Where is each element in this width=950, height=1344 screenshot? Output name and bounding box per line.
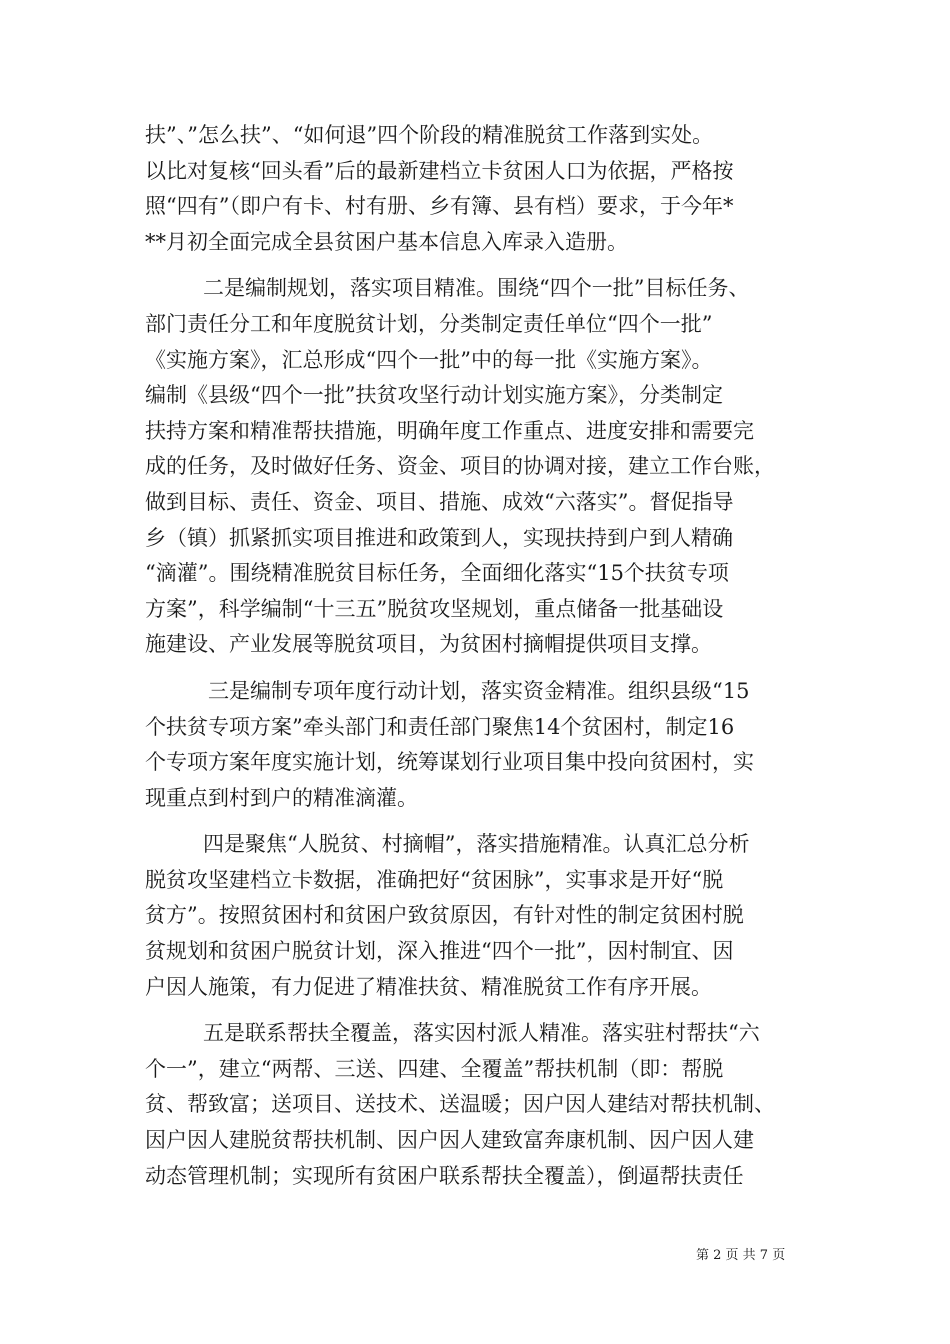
text-line: 施建设、产业发展等脱贫项目，为贫困村摘帽提供项目支撑。: [145, 632, 712, 657]
document-body: [145, 118, 805, 1205]
text-line: 《实施方案》，汇总形成“四个一批”中的每一批《实施方案》。: [145, 347, 713, 372]
text-line: 以比对复核“回头看”后的最新建档立卡贫困人口为依据，严格按: [145, 158, 734, 183]
text-line: 个专项方案年度实施计划，统筹谋划行业项目集中投向贫困村，实: [145, 750, 754, 775]
text-line: 编制《县级“四个一批”扶贫攻坚行动计划实施方案》，分类制定: [145, 383, 723, 408]
text-line: 成的任务，及时做好任务、资金、项目的协调对接，建立工作台账，: [145, 454, 775, 479]
text-line: 动态管理机制；实现所有贫困户联系帮扶全覆盖），倒逼帮扶责任: [145, 1163, 744, 1188]
paragraph-3: [145, 674, 805, 816]
page-number: 第 2 页 共 7 页: [696, 1248, 786, 1263]
text-line: 二是编制规划，落实项目精准。围绕“四个一批”目标任务、: [203, 276, 750, 301]
paragraph-2: [145, 271, 805, 663]
text-line: 贫、帮致富；送项目、送技术、送温暖；因户因人建结对帮扶机制、: [145, 1092, 775, 1117]
text-line: 个一”，建立“两帮、三送、四建、全覆盖”帮扶机制（即：帮脱: [145, 1056, 724, 1081]
text-line: 乡（镇）抓紧抓实项目推进和政策到人，实现扶持到户到人精确: [145, 525, 733, 550]
paragraph-1: [145, 118, 805, 260]
text-line: 五是联系帮扶全覆盖，落实因村派人精准。落实驻村帮扶“六: [203, 1021, 760, 1046]
text-line: **月初全面完成全县贫困户基本信息入库录入造册。: [145, 229, 628, 254]
text-line: “滴灌”。围绕精准脱贫目标任务，全面细化落实“15个扶贫专项: [145, 561, 729, 586]
text-line: 户因人施策，有力促进了精准扶贫、精准脱贫工作有序开展。: [145, 974, 712, 999]
text-line: 扶持方案和精准帮扶措施，明确年度工作重点、进度安排和需要完: [145, 418, 754, 443]
text-line: 贫规划和贫困户脱贫计划，深入推进“四个一批”，因村制宜、因: [145, 939, 734, 964]
text-line: 因户因人建脱贫帮扶机制、因户因人建致富奔康机制、因户因人建: [145, 1128, 754, 1153]
text-line: 现重点到村到户的精准滴灌。: [145, 785, 418, 810]
text-line: 脱贫攻坚建档立卡数据，准确把好“贫困脉”，实事求是开好“脱: [145, 867, 724, 892]
text-line: 贫方”。按照贫困村和贫困户致贫原因，有针对性的制定贫困村脱: [145, 903, 744, 928]
text-line: 做到目标、责任、资金、项目、措施、成效“六落实”。督促指导: [145, 489, 734, 514]
text-line: 扶”、”怎么扶”、“如何退”四个阶段的精准脱贫工作落到实处。: [145, 123, 714, 147]
text-line: 方案”，科学编制“十三五”脱贫攻坚规划，重点储备一批基础设: [145, 596, 724, 621]
text-line: 三是编制专项年度行动计划，落实资金精准。组织县级“15: [208, 678, 750, 703]
text-line: 照“四有”（即户有卡、村有册、乡有簿、县有档）要求，于今年*: [145, 194, 734, 219]
text-line: 四是聚焦“人脱贫、村摘帽”，落实措施精准。认真汇总分析: [203, 832, 750, 857]
paragraph-4: [145, 827, 805, 1005]
text-line: 部门责任分工和年度脱贫计划，分类制定责任单位“四个一批”: [145, 311, 713, 336]
text-line: 个扶贫专项方案”牵头部门和责任部门聚焦14个贫困村，制定16: [145, 714, 735, 739]
paragraph-5: [145, 1016, 805, 1194]
